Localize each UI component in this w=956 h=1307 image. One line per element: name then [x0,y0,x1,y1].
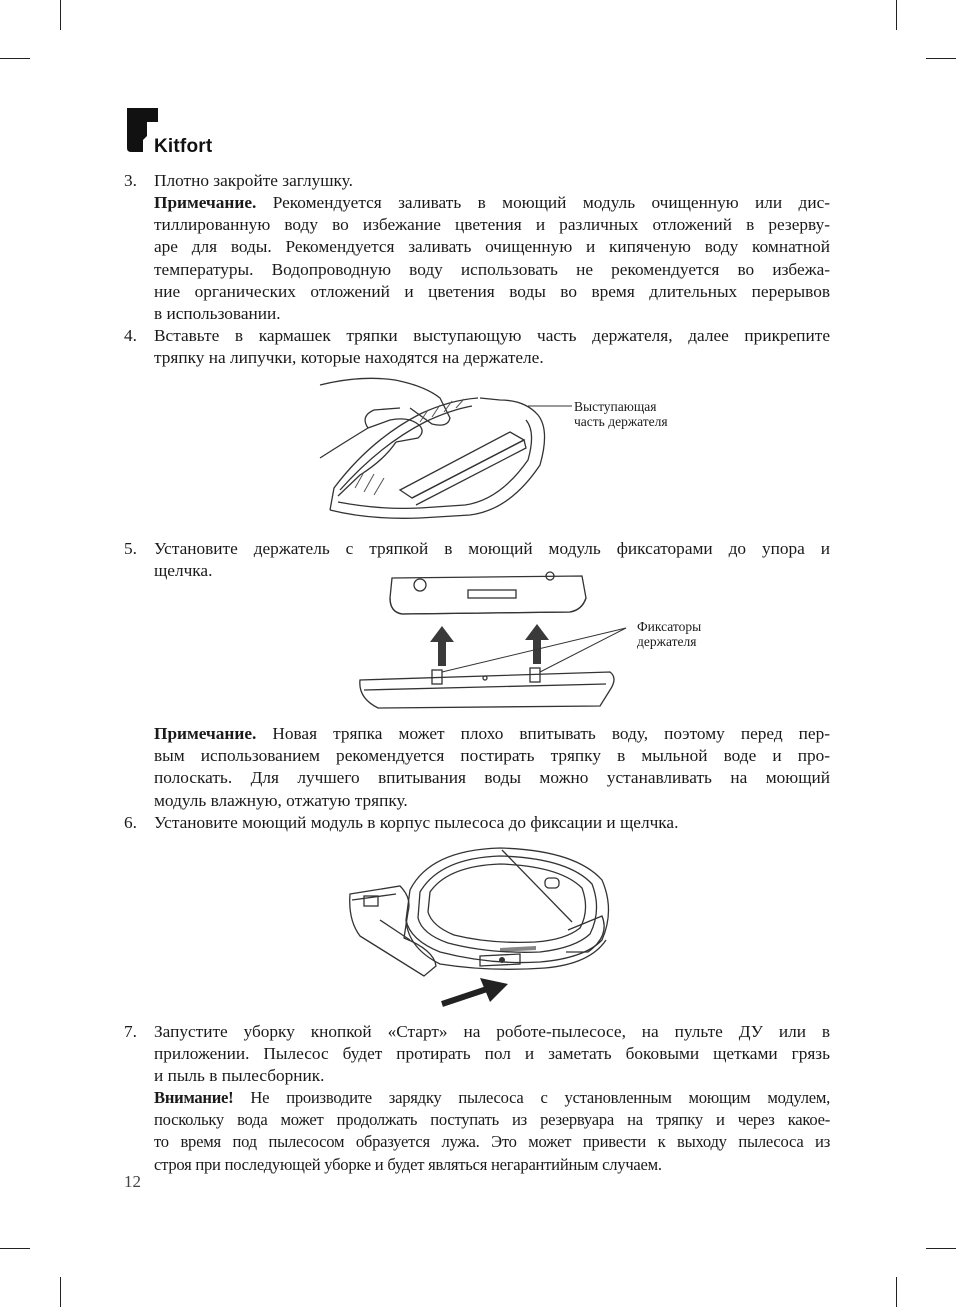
crop-mark [926,58,956,59]
note-label: Примечание. [154,724,257,743]
page-number: 12 [124,1172,141,1191]
note-label: Примечание. [154,193,257,212]
step-number: 6. [124,813,137,832]
step-7-warning: Внимание! Не производите зарядку пылесоса с установленным моющим модулем, поскольку вода может продолжать поступать из резервуара на тряпку и через какое- то время под пылесосом образуется лужа. Это может привести к выходу пылесоса из строя при последующей уборке и будет являться негарантийным случаем. [154,1088,830,1174]
step-number: 7. [124,1022,137,1041]
step-3-note: Примечание. Рекомендуется заливать в моющий модуль очищенную или дис- тиллированную воду во избежание цветения и различных отложений в резерву- аре для воды. Рекомендуется заливать очищенную и кипяченую воду комнатной температуры. Водопроводную воду использовать не рекомендуется во избежа- ние органических отложений и цветения воды во время длительных перерывов в использовании. [154,193,830,324]
robot-vacuum-figure [340,840,620,1015]
holder-figure [300,370,710,530]
step-number: 5. [124,539,137,558]
warning-label: Внимание! [154,1088,234,1107]
step-7-text: Запустите уборку кнопкой «Старт» на роботе-пылесосе, на пульте ДУ или в приложении. Пылесос будет протирать пол и заметать боковыми щетками грязь и пыль в пылесборник. [154,1022,830,1086]
step-5-note: Примечание. Новая тряпка может плохо впитывать воду, поэтому перед пер- вым использованием рекомендуется постирать тряпку в мыльной воде и про- полоскать. Для лучшего впитывания воды можно устанавливать на моющий модуль влажную, отжатую тряпку. [154,724,830,810]
crop-mark [926,1248,956,1249]
step-3-text: Плотно закройте заглушку. [154,171,353,190]
step-5-text: Установите держатель с тряпкой в моющий модуль фиксаторами до упора и щелчка. [154,539,830,581]
step-4-text: Вставьте в кармашек тряпки выступающую часть держателя, далее прикрепите тряпку на липучки, которые находятся на держателе. [154,326,830,368]
step-6-text: Установите моющий модуль в корпус пылесоса до фиксации и щелчка. [154,813,679,832]
crop-mark [896,0,897,30]
crop-mark [0,1248,30,1249]
crop-mark [60,1277,61,1307]
step-number: 4. [124,326,137,345]
step-number: 3. [124,171,137,190]
latches-callout: Фиксаторы держателя [637,619,702,649]
holder-callout: Выступающая часть держателя [574,399,668,429]
crop-mark [60,0,61,30]
latches-figure [350,568,640,710]
crop-mark [896,1277,897,1307]
brand-name: Kitfort [154,136,213,157]
crop-mark [0,58,30,59]
